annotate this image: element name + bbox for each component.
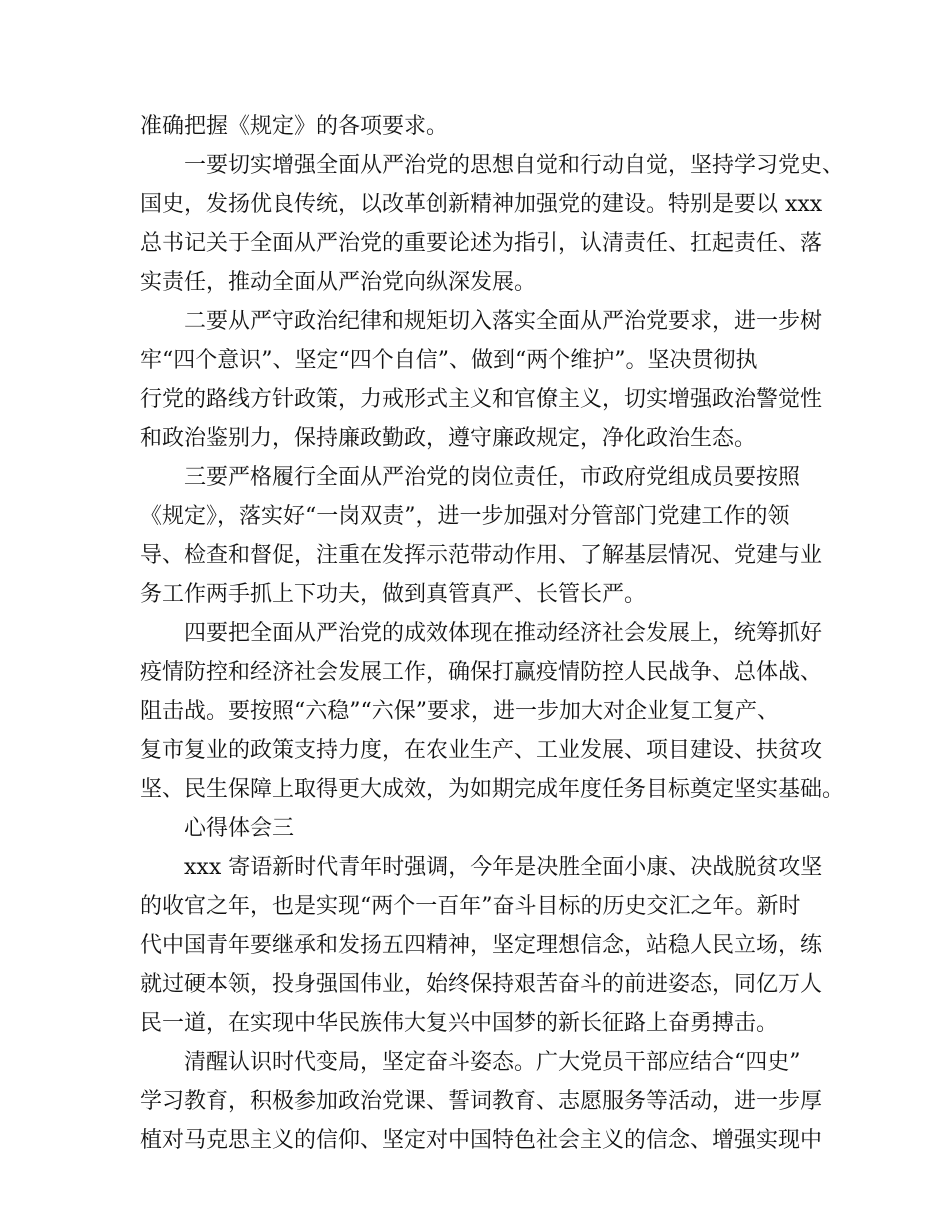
text-line: 民一道，在实现中华民族伟大复兴中国梦的新长征路上奋勇搏击。 xyxy=(140,1011,779,1036)
text-line: 坚、民生保障上取得更大成效，为如期完成年度任务目标奠定坚实基础。 xyxy=(140,777,845,802)
document-body xyxy=(140,107,845,1160)
text-line: 国史，发扬优良传统，以改革创新精神加强党的建设。特别是要以 xxx xyxy=(140,192,823,217)
text-line: 疫情防控和经济社会发展工作，确保打赢疫情防控人民战争、总体战、 xyxy=(140,660,823,685)
text-line: 心得体会三 xyxy=(184,816,295,841)
text-line: 就过硬本领，投身强国伟业，始终保持艰苦奋斗的前进姿态，同亿万人 xyxy=(140,972,823,997)
text-line: 阻击战。要按照“六稳”“六保”要求，进一步加大对企业复工复产、 xyxy=(140,699,779,724)
text-line: 《规定》，落实好“一岗双责”，进一步加强对分管部门党建工作的领 xyxy=(140,504,790,529)
text-line: 代中国青年要继承和发扬五四精神，坚定理想信念，站稳人民立场，练 xyxy=(140,933,823,958)
text-line: 牢“四个意识”、坚定“四个自信”、做到“两个维护”。坚决贯彻执 xyxy=(140,348,758,373)
text-line: 和政治鉴别力，保持廉政勤政，遵守廉政规定，净化政治生态。 xyxy=(140,426,757,451)
text-line: 务工作两手抓上下功夫，做到真管真严、长管长严。 xyxy=(140,582,647,607)
text-line: 二要从严守政治纪律和规矩切入落实全面从严治党要求，进一步树 xyxy=(184,309,823,334)
text-line: 实责任，推动全面从严治党向纵深发展。 xyxy=(140,270,537,295)
text-line: 植对马克思主义的信仰、坚定对中国特色社会主义的信念、增强实现中 xyxy=(140,1128,823,1153)
text-line: 一要切实增强全面从严治党的思想自觉和行动自觉，坚持学习党史、 xyxy=(184,153,845,178)
text-line: 准确把握《规定》的各项要求。 xyxy=(140,114,449,139)
text-line: 复市复业的政策支持力度，在农业生产、工业发展、项目建设、扶贫攻 xyxy=(140,738,823,763)
text-line: 总书记关于全面从严治党的重要论述为指引，认清责任、扛起责任、落 xyxy=(140,231,823,256)
text-line: 四要把全面从严治党的成效体现在推动经济社会发展上，统筹抓好 xyxy=(184,621,823,646)
text-line: 行党的路线方针政策，力戒形式主义和官僚主义，切实增强政治警觉性 xyxy=(140,387,823,412)
text-line: 学习教育，积极参加政治党课、誓词教育、志愿服务等活动，进一步厚 xyxy=(140,1089,823,1114)
text-line: xxx 寄语新时代青年时强调，今年是决胜全面小康、决战脱贫攻坚 xyxy=(184,855,823,880)
text-line: 的收官之年，也是实现“两个一百年”奋斗目标的历史交汇之年。新时 xyxy=(140,894,801,919)
text-line: 三要严格履行全面从严治党的岗位责任，市政府党组成员要按照 xyxy=(184,465,801,490)
text-line: 导、检查和督促，注重在发挥示范带动作用、了解基层情况、党建与业 xyxy=(140,543,823,568)
text-line: 清醒认识时代变局，坚定奋斗姿态。广大党员干部应结合“四史” xyxy=(184,1050,801,1075)
